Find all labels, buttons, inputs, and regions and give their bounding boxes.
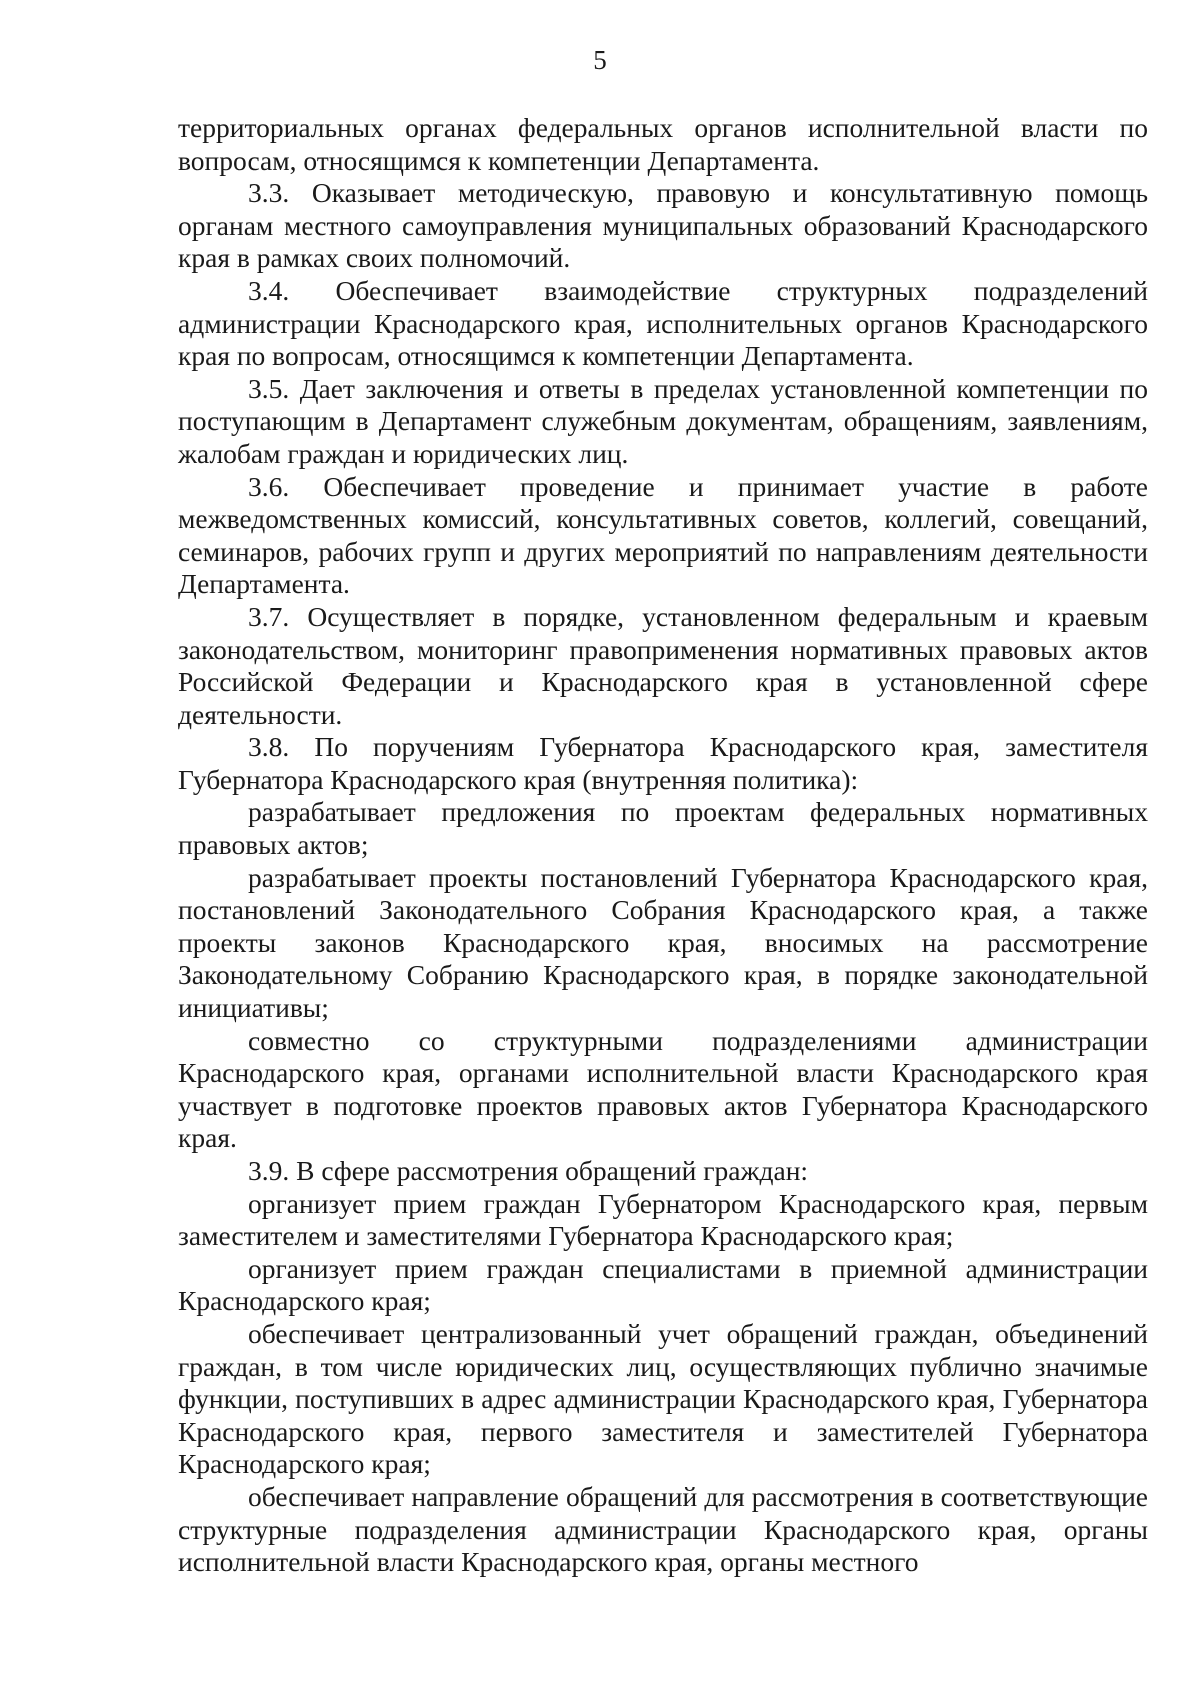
paragraph-3-9: 3.9. В сфере рассмотрения обращений граждан: [248,1155,809,1186]
paragraph-3-8-item: совместно со структурными подразделениями администрации Краснодарского края, органами исполнительной власти Краснодарского края участвует в подготовке проектов правовых актов Губернатора Краснодарского края. [178,1024,1148,1154]
page-number: 5 [593,45,607,75]
paragraph-3-7: 3.7. Осуществляет в порядке, установленном федеральным и краевым законодательством, мониторинг правоприменения нормативных правовых актов Российской Федерации и Краснодарского края в установленной сфере деятельности. [178,600,1148,730]
paragraph-3-6: 3.6. Обеспечивает проведение и принимает участие в работе межведомственных комиссий, консультативных советов, коллегий, совещаний, семинаров, рабочих групп и других мероприятий по направлениям деятельности Департамента. [178,470,1148,600]
paragraph-continuation: территориальных органах федеральных органов исполнительной власти по вопросам, относящимся к компетенции Департамента. [178,112,1148,176]
paragraph-3-9-item: организует прием граждан специалистами в приемной администрации Краснодарского края; [178,1252,1148,1317]
paragraph-3-3: 3.3. Оказывает методическую, правовую и консультативную помощь органам местного самоуправления муниципальных образований Краснодарского края в рамках своих полномочий. [178,177,1148,274]
paragraph-3-4: 3.4. Обеспечивает взаимодействие структурных подразделений администрации Краснодарского края, исполнительных органов Краснодарского края по вопросам, относящимся к компетенции Департамента. [178,274,1148,372]
paragraph-3-8: 3.8. По поручениям Губернатора Краснодарского края, заместителя Губернатора Краснодарского края (внутренняя политика): [178,731,1148,795]
paragraph-3-5: 3.5. Дает заключения и ответы в пределах установленной компетенции по поступающим в Департамент служебным документам, обращениям, заявлениям, жалобам граждан и юридических лиц. [178,372,1148,469]
paragraph-3-9-item: организует прием граждан Губернатором Краснодарского края, первым заместителем и заместителями Губернатора Краснодарского края; [178,1187,1148,1252]
paragraph-3-8-item: разрабатывает проекты постановлений Губернатора Краснодарского края, постановлений Законодательного Собрания Краснодарского края, а также проекты законов Краснодарского края, вносимых на рассмотрение Законодательному Собранию Краснодарского края, в порядке законодательной инициативы; [178,861,1148,1024]
paragraph-3-8-item: разрабатывает предложения по проектам федеральных нормативных правовых актов; [178,796,1148,861]
paragraph-3-9-item: обеспечивает направление обращений для рассмотрения в соответствующие структурные подразделения администрации Краснодарского края, органы исполнительной власти Краснодарского края, органы местного [178,1480,1148,1578]
paragraph-3-9-item: обеспечивает централизованный учет обращений граждан, объединений граждан, в том числе юридических лиц, осуществляющих публично значимые функции, поступивших в адрес администрации Краснодарского края, Губернатора Краснодарского края, первого заместителя и заместителей Губернатора Краснодарского края; [178,1317,1148,1480]
document-body [178,112,1148,1579]
